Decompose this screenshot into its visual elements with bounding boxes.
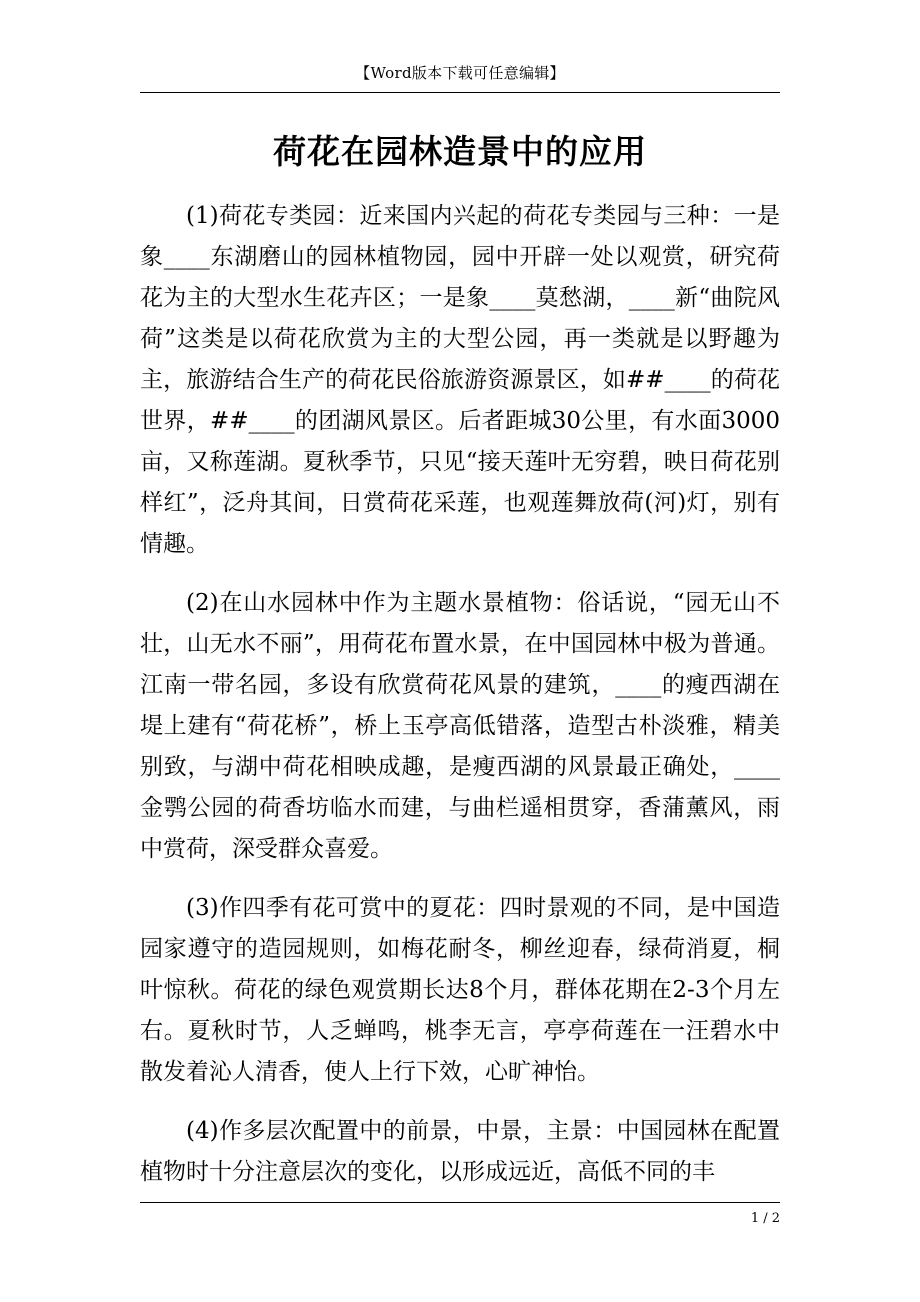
header-divider bbox=[140, 92, 780, 93]
document-title: 荷花在园林造景中的应用 bbox=[273, 132, 647, 171]
document-body bbox=[140, 196, 780, 1211]
paragraph-1: (1)荷花专类园：近来国内兴起的荷花专类园与三种：一是象____东湖磨山的园林植物园，园中开辟一处以观赏，研究荷花为主的大型水生花卉区；一是象____莫愁湖，____新“曲院风荷”这类是以荷花欣赏为主的大型公园，再一类就是以野趣为主，旅游结合生产的荷花民俗旅游资源景区，如##____的荷花世界，##____的团湖风景区。后者距城30公里，有水面3000亩，又称莲湖。夏秋季节，只见“接天莲叶无穷碧，映日荷花别样红”，泛舟其间，日赏荷花采莲，也观莲舞放荷(河)灯，别有情趣。 bbox=[140, 203, 780, 557]
footer-divider bbox=[140, 1202, 780, 1203]
page-header: 【Word版本下载可任意编辑】 bbox=[355, 64, 565, 82]
page-number: 1 / 2 bbox=[750, 1211, 780, 1226]
paragraph-2: (2)在山水园林中作为主题水景植物：俗话说，“园无山不壮，山无水不丽”，用荷花布置水景，在中国园林中极为普通。江南一带名园，多设有欣赏荷花风景的建筑，____的瘦西湖在堤上建有“荷花桥”，桥上玉亭高低错落，造型古朴淡雅，精美别致，与湖中荷花相映成趣，是瘦西湖的风景最正确处，____金鹗公园的荷香坊临水而建，与曲栏遥相贯穿，香蒲薰风，雨中赏荷，深受群众喜爱。 bbox=[140, 590, 780, 862]
paragraph-4: (4)作多层次配置中的前景，中景，主景：中国园林在配置植物时十分注意层次的变化，以形成远近，高低不同的丰 bbox=[140, 1118, 780, 1185]
paragraph-3: (3)作四季有花可赏中的夏花：四时景观的不同，是中国造园家遵守的造园规则，如梅花耐冬，柳丝迎春，绿荷消夏，桐叶惊秋。荷花的绿色观赏期长达8个月，群体花期在2-3个月左右。夏秋时节，人乏蝉鸣，桃李无言，亭亭荷莲在一汪碧水中散发着沁人清香，使人上行下效，心旷神怡。 bbox=[140, 895, 780, 1085]
